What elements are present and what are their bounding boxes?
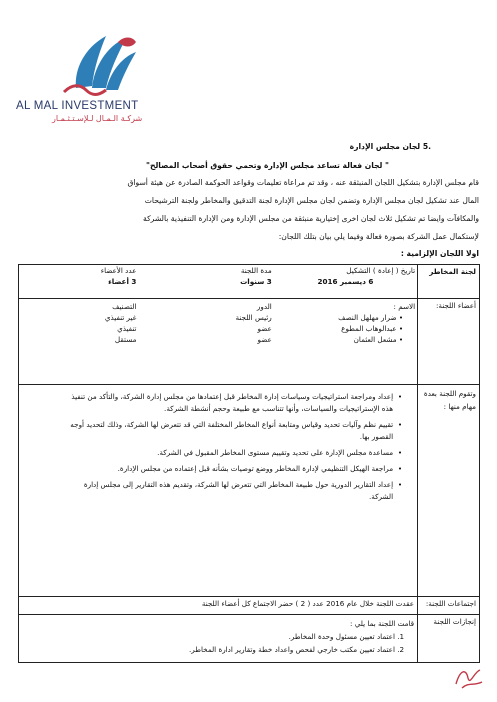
intro-paragraph-line: قام مجلس الإدارة بتشكيل اللجان المنبثقة عنه ، وقد تم مراعاة تعليمات وقواعد الحوكمة الصادرة عن هيئة أسواق — [127, 178, 479, 187]
achievements-label: إنجازات اللجنة — [418, 615, 480, 663]
intro-paragraph-line: والمكافآت وايضا تم تشكيل ثلاث لجان اخرى إختيارية منبثقة من مجلس الإدارة ومن الإدارة التنفيذية بالشركة — [143, 214, 479, 223]
tasks-list — [65, 391, 403, 503]
committee-table — [18, 264, 480, 663]
task-item: • مساعدة مجلس الإدارة على تحديد وتقييم مستوى المخاطر المقبول في الشركة. — [65, 447, 393, 459]
date-value: 6 ديسمبر 2016 — [317, 277, 374, 286]
achievement-item: 2. اعتماد تعيين مكتب خارجي لفحص واعداد خطة وتقارير ادارة المخاطر. — [189, 645, 405, 654]
members-head-role: الدور — [256, 302, 272, 311]
committee-name: لجنة المخاطر — [418, 265, 480, 299]
members-head-class: التصنيف — [112, 302, 137, 311]
sub-heading: اولا اللجان الإلزامية : — [400, 249, 479, 258]
intro-paragraph-line: المال عند تشكيل لجان مجلس الإدارة وتضمن لجان مجلس الإدارة لجنة التدقيق والمخاطر ولجنة الترشيحات — [144, 196, 479, 205]
section-subtitle: " لجان فعالة تساعد مجلس الإدارة وتحمي حقوق أصحاب المصالح" — [146, 161, 389, 170]
term-label: مدة اللجنة — [240, 266, 272, 275]
task-item: • إعداد التقارير الدورية حول طبيعة المخاطر التي تتعرض لها الشركة، وتقديم هذه التقارير إلى مجلس إدارة الشركة. — [65, 479, 393, 503]
tasks-label: وتقوم اللجنة بعدة مهام منها : — [418, 385, 480, 597]
member-row: • مشعل العثمان عضو مستقل — [114, 335, 404, 344]
task-item: • مراجعة الهيكل التنظيمي لإدارة المخاطر ووضع توصيات بشأنه قبل إعتماده من مجلس الإدارة. — [65, 463, 393, 475]
members-head-name: الاسم : — [393, 302, 416, 311]
meetings-label: اجتماعات اللجنة: — [418, 597, 480, 615]
section-title: .5 لجان مجلس الإدارة — [349, 142, 431, 151]
achievement-item: 1. اعتماد تعيين مسئول وحدة المخاطر. — [288, 632, 405, 641]
meetings-text: عقدت اللجنة خلال عام 2016 عدد ( 2 ) حضر الاجتماع كل أعضاء اللجنة — [19, 597, 418, 615]
brand-name-ar: شركـة الـمـال لـلإسـتـثـمـار — [52, 114, 143, 123]
count-label: عدد الأعضاء — [100, 266, 137, 275]
date-label: تاريخ ( إعادة ) التشكيل — [346, 266, 416, 275]
brand-name-en: AL MAL INVESTMENT — [16, 100, 139, 112]
member-row: • عبدالوهاب المطوع عضو تنفيذي — [117, 324, 404, 333]
task-item: • إعداد ومراجعة استراتيجيات وسياسات إدارة المخاطر قبل إعتمادها من مجلس إدارة الشركة، والتأكد من تنفيذ هذه الإستراتيجيات والسياسات، وأنها تتناسب مع طبيعة وحجم أنشطة الشركة. — [65, 391, 393, 415]
members-label: أعضاء اللجنة: — [418, 299, 480, 385]
term-value: 3 سنوات — [240, 277, 272, 286]
achievements-intro: قامت اللجنة بما يلي : — [350, 619, 415, 628]
task-item: • تقييم نظم وآليات تحديد وقياس ومتابعة أنواع المخاطر المختلفة التي قد تتعرض لها الشركة، وذلك لتحديد أوجه القصور بها. — [65, 419, 393, 443]
count-value: 3 أعضاء — [108, 277, 137, 286]
signature-icon — [452, 664, 486, 694]
intro-paragraph-line: لإستكمال عمل الشركة بصورة فعالة وفيما يلي بيان بتلك اللجان: — [278, 232, 479, 241]
member-row: • ضرار مهلهل النصف رئيس اللجنة غير تنفيذي — [104, 313, 404, 322]
